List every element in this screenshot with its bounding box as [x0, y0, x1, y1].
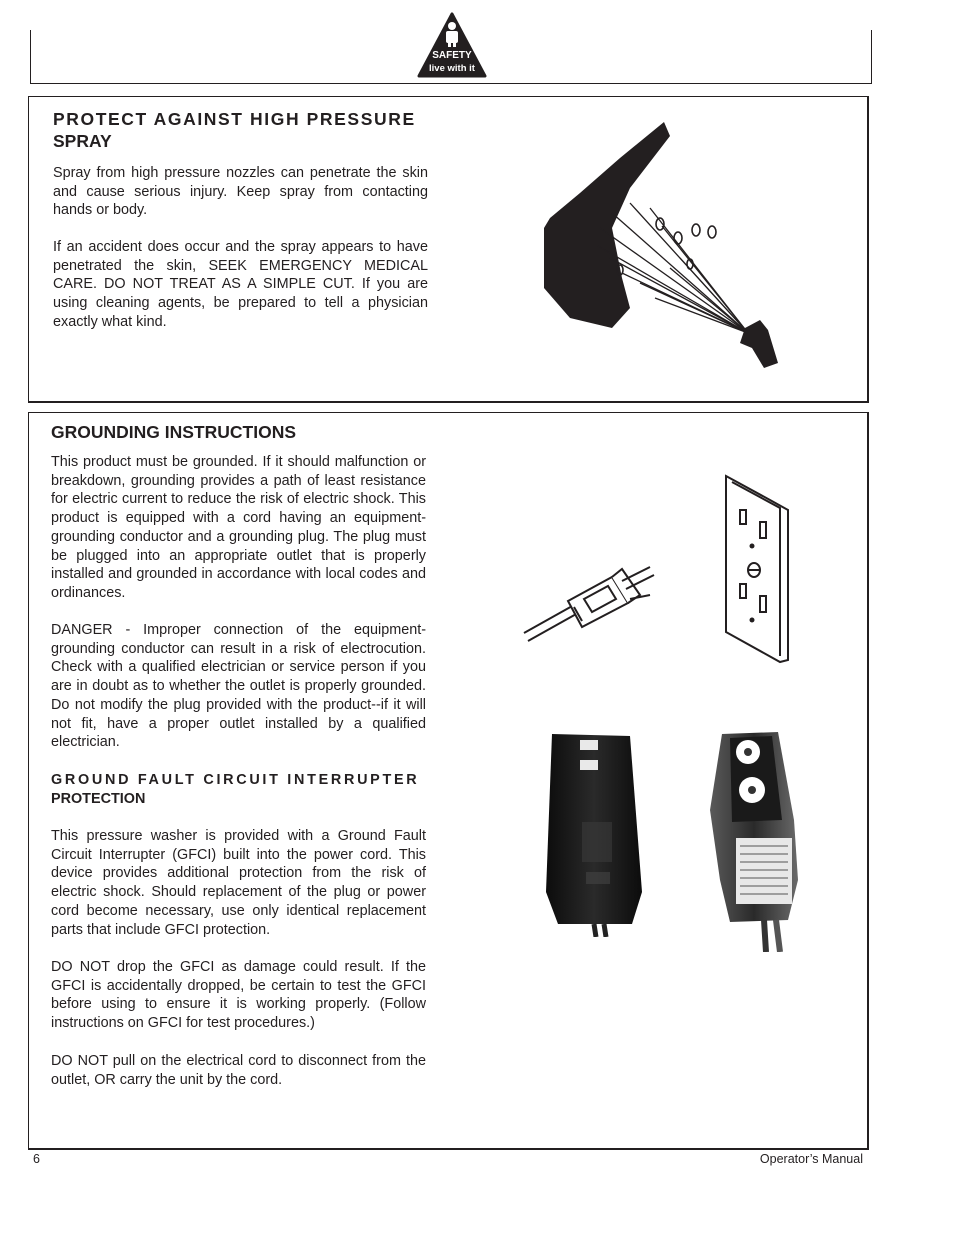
hand-spray-icon: [540, 118, 785, 370]
gfci-subtitle-line1: GROUND FAULT CIRCUIT INTERRUPTER: [51, 772, 420, 788]
grounding-paragraph-1: This product must be grounded. If it should malfunction or breakdown, grounding provides a path of least resistance for electric current to reduce the risk of electric shock. This product is equipped with a cord having an equipment-grounding conductor and a grounding plug. The plug must be plugged into an appropriate outlet that is properly installed and grounded in accordance with local codes and ordinances.: [51, 454, 426, 601]
gfci-back-photo: [708, 730, 804, 952]
header-rule-left: [30, 30, 31, 84]
grounding-paragraph-2: DANGER - Improper connection of the equipment-grounding conductor can result in a risk of electrocution. Check with a qualified electrician or service person if you are in doubt as to whether the outlet is properly grounded. Do not modify the plug provided with the product--if it will not fit, have a proper outlet installed by a qualified electrician.: [51, 622, 426, 751]
gfci-paragraph-2: DO NOT drop the GFCI as damage could result. If the GFCI is accidentally dropped, be certain to test the GFCI before using to ensure it is working properly. (Follow instructions on GFCI for test procedures.): [51, 959, 426, 1032]
logo-text-tagline: live with it: [429, 63, 475, 74]
section-spray-title-line2: SPRAY: [53, 131, 112, 151]
header-rule-right: [871, 30, 872, 84]
page-number: 6: [33, 1152, 40, 1166]
section-spray-shadow-right: [867, 96, 869, 403]
gfci-subtitle-line2: PROTECTION: [51, 791, 146, 807]
spray-paragraph-1: Spray from high pressure nozzles can penetrate the skin and cause serious injury. Keep spray from contacting hands or body.: [53, 165, 428, 219]
safety-logo: [417, 12, 487, 78]
section-grounding-title: GROUNDING INSTRUCTIONS: [51, 422, 296, 442]
manual-title: Operator’s Manual: [759, 1152, 863, 1166]
grounding-plug-icon: [522, 555, 657, 645]
section-grounding-shadow-right: [867, 412, 869, 1150]
section-spray-shadow-bottom: [28, 401, 869, 403]
gfci-paragraph-1: This pressure washer is provided with a Ground Fault Circuit Interrupter (GFCI) built into the power cord. This device provides additional protection from the risk of electric shock. Should replacement of the plug or power cord become necessary, use only identical replacement parts that include GFCI protection.: [51, 828, 426, 938]
safety-person-icon: [417, 12, 487, 78]
gfci-subtitle: [51, 771, 426, 809]
gfci-front-photo: [542, 732, 646, 937]
section-grounding-shadow-bottom: [28, 1148, 869, 1150]
logo-text-safety: SAFETY: [432, 50, 472, 61]
outlet-icon: [722, 470, 792, 666]
header-rule-bottom: [30, 83, 872, 84]
section-spray-title-line1: PROTECT AGAINST HIGH PRESSURE: [53, 109, 416, 129]
section-spray-title: [53, 108, 443, 152]
spray-paragraph-2: If an accident does occur and the spray appears to have penetrated the skin, SEEK EMERGENCY MEDICAL CARE. DO NOT TREAT AS A SIMPLE CUT. If you are using cleaning agents, be prepared to tell a physician exactly what kind.: [53, 239, 428, 330]
gfci-paragraph-3: DO NOT pull on the electrical cord to disconnect from the outlet, OR carry the unit by the cord.: [51, 1053, 426, 1088]
